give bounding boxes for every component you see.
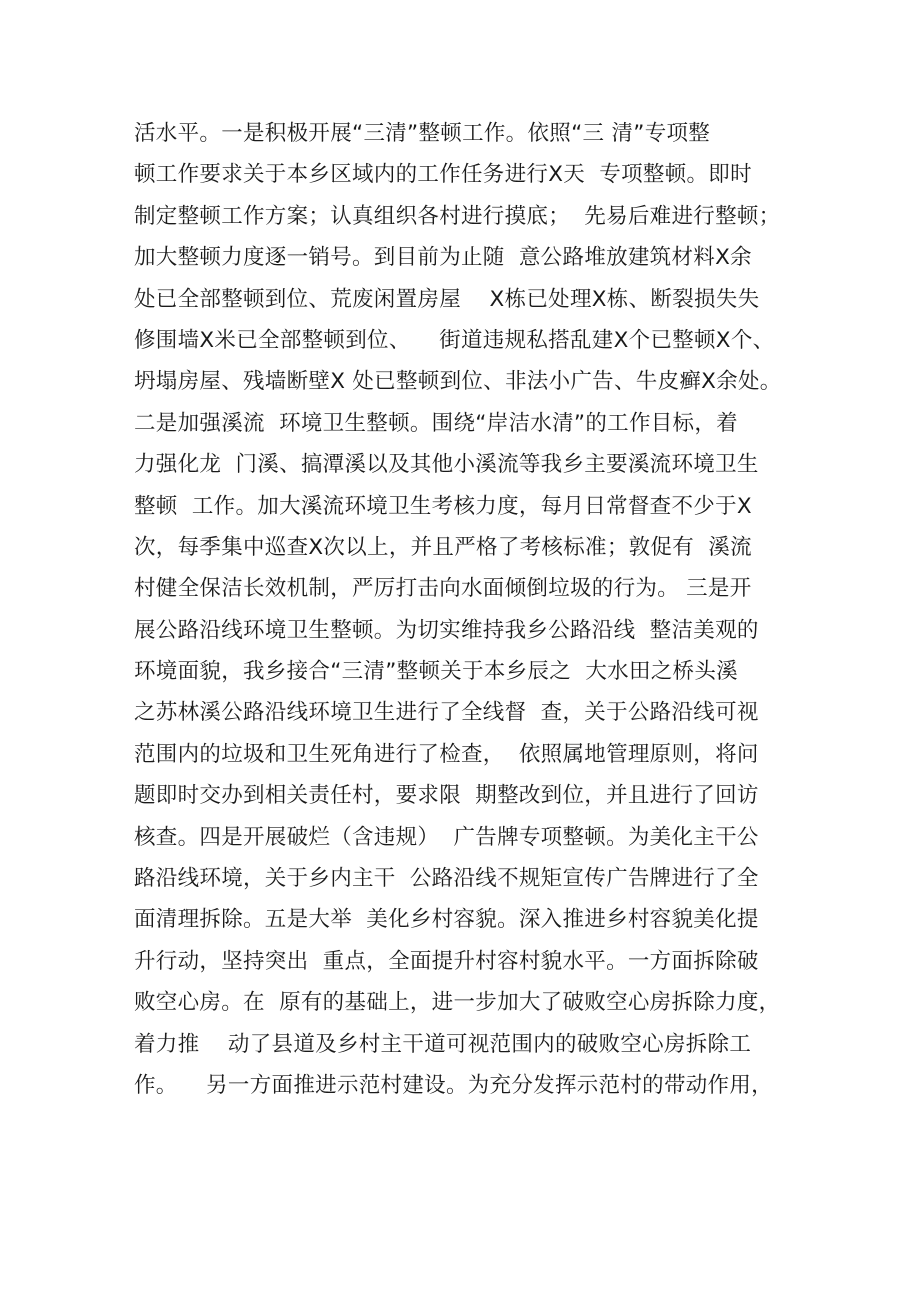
text-line: 败空心房。在 原有的基础上，进一步加大了破败空心房拆除力度， xyxy=(134,990,781,1016)
text-line: 二是加强溪流 环境卫生整顿。围绕“岸洁水清”的工作目标，着 xyxy=(134,410,738,436)
text-line: 整顿 工作。加大溪流环境卫生考核力度，每月日常督查不少于X xyxy=(134,493,752,519)
text-line: 制定整顿工作方案；认真组织各村进行摸底； 先易后难进行整顿； xyxy=(134,203,781,229)
text-line: 路沿线环境，关于乡内主干 公路沿线不规矩宣传广告牌进行了全 xyxy=(134,866,759,892)
text-line: 题即时交办到相关责任村，要求限 期整改到位，并且进行了回访 xyxy=(134,783,759,809)
text-line: 力强化龙 门溪、搞潭溪以及其他小溪流等我乡主要溪流环境卫生 xyxy=(134,452,759,478)
text-line: 活水平。一是积极开展“三清”整顿工作。依照“三 清”专项整 xyxy=(134,121,711,146)
text-line: 坍塌房屋、残墙断壁X 处已整顿到位、非法小广告、牛皮癣X余处。 xyxy=(134,369,782,395)
text-line: 范围内的垃圾和卫生死角进行了检查， 依照属地管理原则，将问 xyxy=(134,741,759,767)
body-text xyxy=(134,113,794,1106)
text-line: 面清理拆除。五是大举 美化乡村容貌。深入推进乡村容貌美化提 xyxy=(134,907,759,933)
text-line: 环境面貌，我乡接合“三清”整顿关于本乡辰之 大水田之桥头溪 xyxy=(134,659,738,685)
text-line: 村健全保洁长效机制，严厉打击向水面倾倒垃圾的行为。 三是开 xyxy=(134,576,752,602)
text-line: 着力推 动了县道及乡村主干道可视范围内的破败空心房拆除工 xyxy=(134,1031,752,1057)
text-line: 核查。四是开展破烂（含违规） 广告牌专项整顿。为美化主干公 xyxy=(134,824,759,850)
text-line: 升行动，坚持突出 重点，全面提升村容村貌水平。一方面拆除破 xyxy=(134,948,759,974)
text-line: 顿工作要求关于本乡区域内的工作任务进行X天 专项整顿。即时 xyxy=(134,162,752,188)
text-line: 之苏林溪公路沿线环境卫生进行了全线督 查，关于公路沿线可视 xyxy=(134,700,759,726)
text-line: 处已全部整顿到位、荒废闲置房屋 X栋已处理X栋、断裂损失失 xyxy=(134,286,760,312)
text-line: 展公路沿线环境卫生整顿。为切实维持我乡公路沿线 整洁美观的 xyxy=(134,617,759,643)
text-line: 作。 另一方面推进示范村建设。为充分发挥示范村的带动作用， xyxy=(134,1072,773,1098)
text-line: 次，每季集中巡查X次以上，并且严格了考核标准；敦促有 溪流 xyxy=(134,534,752,560)
text-line: 加大整顿力度逐一销号。到目前为止随 意公路堆放建筑材料X余 xyxy=(134,245,752,271)
text-line: 修围墙X米已全部整顿到位、 街道违规私搭乱建X个已整顿X个、 xyxy=(134,327,775,353)
